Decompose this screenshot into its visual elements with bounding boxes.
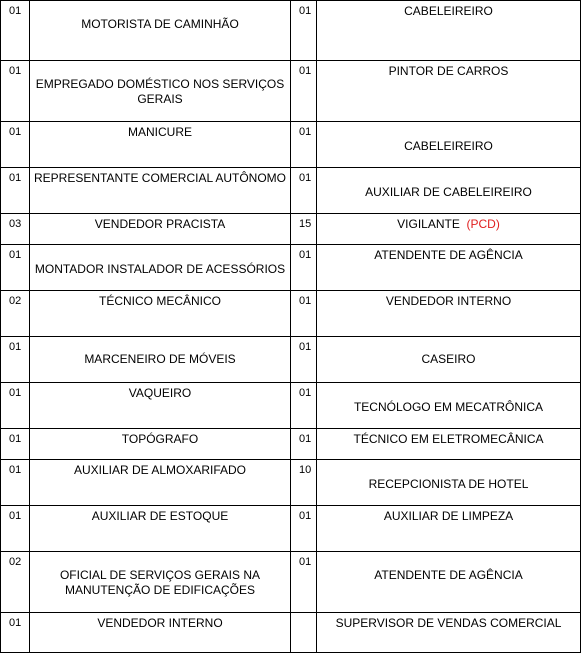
vacancy-count: 02 [1,291,30,337]
vacancy-count: 01 [291,429,317,460]
vacancy-count: 01 [291,337,317,383]
vacancy-count: 01 [1,61,30,122]
vacancy-count: 01 [1,1,30,61]
table-row [1,552,581,613]
job-title: AUXILIAR DE LIMPEZA [317,506,581,552]
vacancy-count: 01 [1,429,30,460]
table-row [1,122,581,168]
table-row [1,245,581,291]
vacancy-count: 01 [1,383,30,429]
table-row [1,291,581,337]
job-title: REPRESENTANTE COMERCIAL AUTÔNOMO [30,168,291,214]
job-title: TOPÓGRAFO [30,429,291,460]
vacancy-count: 01 [291,506,317,552]
job-title: TÉCNICO EM ELETROMECÂNICA [317,429,581,460]
vacancy-count: 01 [1,613,30,653]
vacancy-count: 01 [291,122,317,168]
vacancy-count: 01 [291,61,317,122]
vacancy-count: 01 [1,168,30,214]
job-title: TÉCNICO MECÂNICO [30,291,291,337]
vacancy-count: 01 [291,245,317,291]
vacancy-count: 02 [1,552,30,613]
job-title: ATENDENTE DE AGÊNCIA [317,552,581,613]
job-title: AUXILIAR DE CABELEIREIRO [317,168,581,214]
table-row [1,613,581,653]
job-title: MOTORISTA DE CAMINHÃO [30,1,291,61]
job-title: SUPERVISOR DE VENDAS COMERCIAL [317,613,581,653]
job-title: CASEIRO [317,337,581,383]
job-title: OFICIAL DE SERVIÇOS GERAIS NA MANUTENÇÃO DE EDIFICAÇÕES [30,552,291,613]
vacancy-count: 10 [291,460,317,506]
vacancy-count: 01 [291,1,317,61]
table-row [1,214,581,245]
job-title: CABELEIREIRO [317,1,581,61]
vacancy-count: 01 [291,552,317,613]
job-title: VENDEDOR INTERNO [317,291,581,337]
job-title: EMPREGADO DOMÉSTICO NOS SERVIÇOS GERAIS [30,61,291,122]
vacancy-count: 01 [1,122,30,168]
table-row [1,460,581,506]
vacancy-count: 01 [1,506,30,552]
job-title: AUXILIAR DE ALMOXARIFADO [30,460,291,506]
table-row [1,1,581,61]
job-title: VENDEDOR PRACISTA [30,214,291,245]
table-row [1,61,581,122]
job-title: PINTOR DE CARROS [317,61,581,122]
vacancy-count: 03 [1,214,30,245]
job-title: RECEPCIONISTA DE HOTEL [317,460,581,506]
job-title: VIGILANTE (PCD) [317,214,581,245]
vacancy-count: 01 [1,460,30,506]
job-title: MARCENEIRO DE MÓVEIS [30,337,291,383]
table-row [1,168,581,214]
job-title: MONTADOR INSTALADOR DE ACESSÓRIOS [30,245,291,291]
vacancy-count [291,613,317,653]
job-title: VENDEDOR INTERNO [30,613,291,653]
table-row [1,429,581,460]
vacancy-count: 01 [1,245,30,291]
job-title: AUXILIAR DE ESTOQUE [30,506,291,552]
vacancy-count: 15 [291,214,317,245]
job-title: TECNÓLOGO EM MECATRÔNICA [317,383,581,429]
pcd-tag: (PCD) [466,217,500,231]
vacancy-count: 01 [1,337,30,383]
job-title: MANICURE [30,122,291,168]
job-title: CABELEIREIRO [317,122,581,168]
table-row [1,383,581,429]
table-row [1,337,581,383]
vacancy-count: 01 [291,291,317,337]
vacancy-count: 01 [291,383,317,429]
job-title: ATENDENTE DE AGÊNCIA [317,245,581,291]
job-title: VAQUEIRO [30,383,291,429]
table-row [1,506,581,552]
vacancy-count: 01 [291,168,317,214]
